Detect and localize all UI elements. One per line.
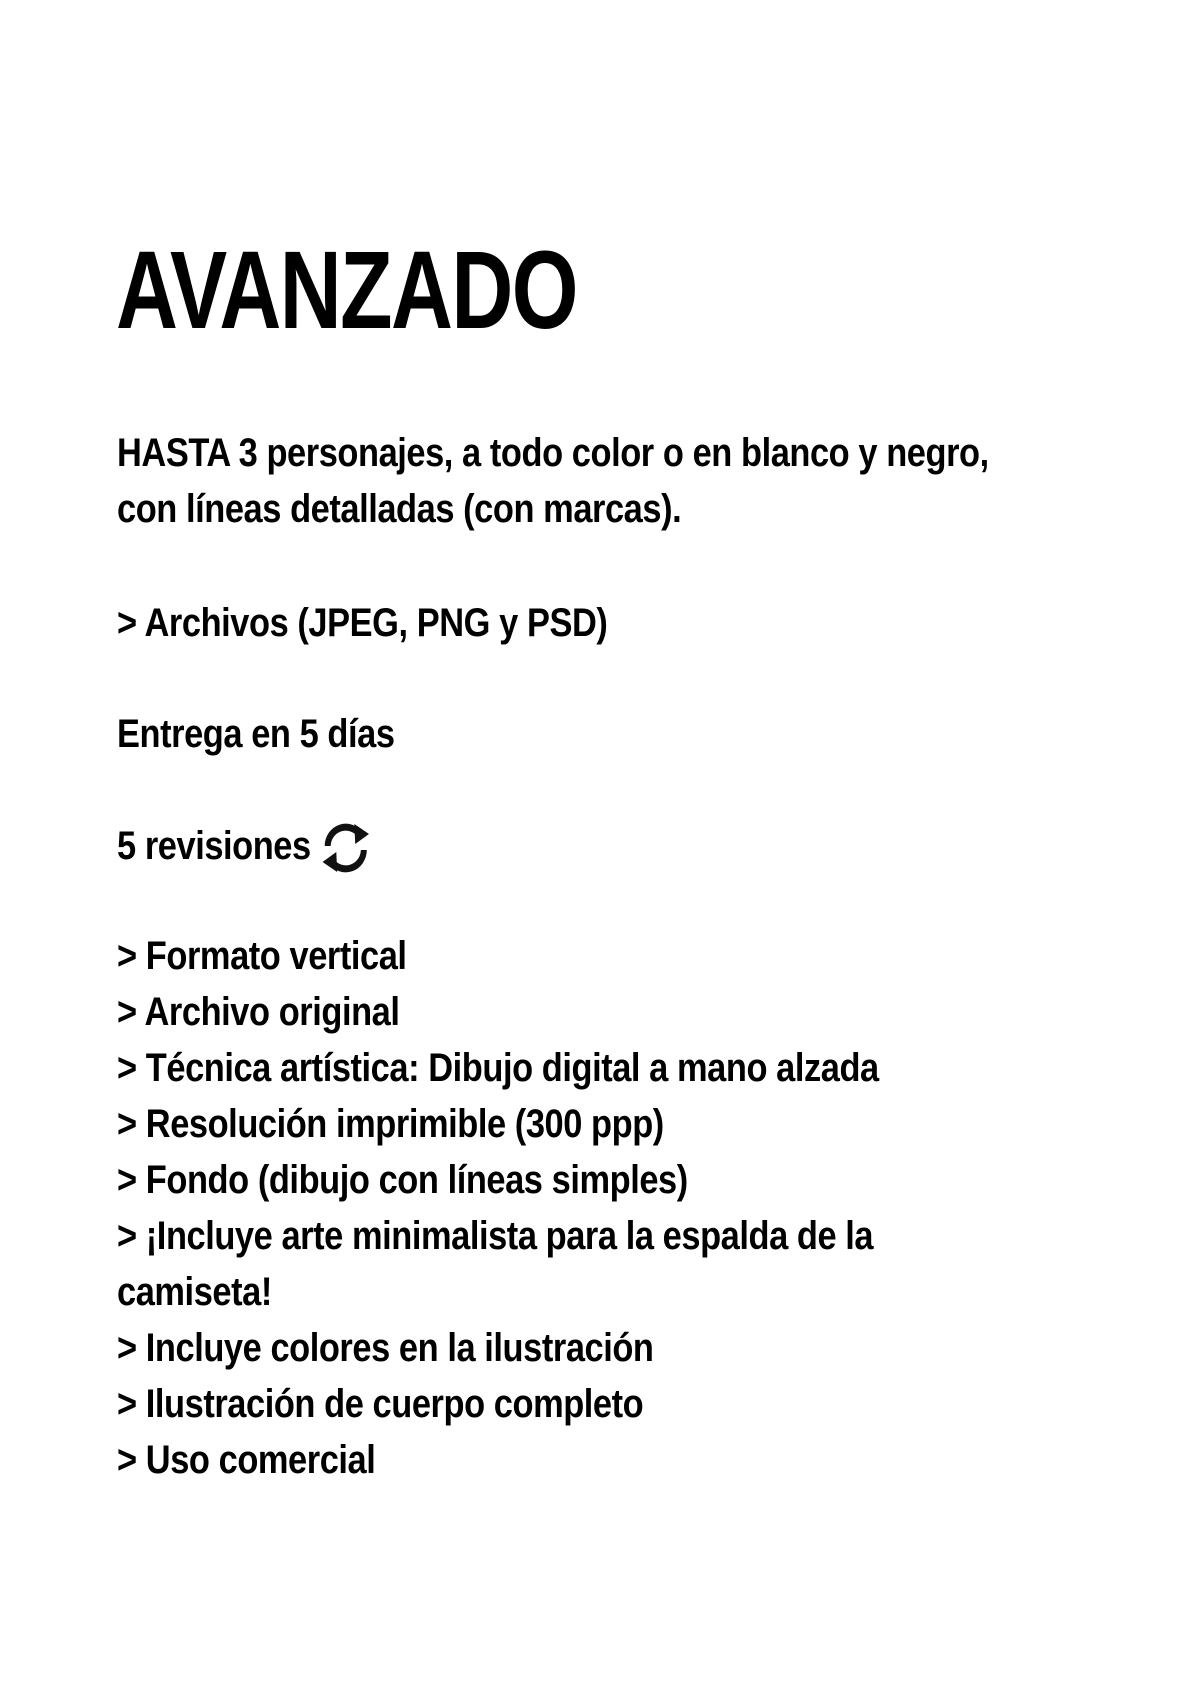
feature-item: > ¡Incluye arte minimalista para la espalda de la (117, 1214, 874, 1258)
files-line: > Archivos (JPEG, PNG y PSD) (117, 601, 608, 645)
feature-item: > Formato vertical (117, 934, 407, 978)
feature-item-continuation: camiseta! (117, 1270, 272, 1314)
revisions-label: 5 revisiones (117, 824, 311, 868)
intro-line-1: HASTA 3 personajes, a todo color o en blanco y negro, (117, 431, 989, 475)
revisions-line (117, 818, 374, 876)
delivery-line: Entrega en 5 días (117, 712, 395, 756)
intro-line-2: con líneas detalladas (con marcas). (117, 487, 682, 531)
feature-item: > Uso comercial (117, 1438, 376, 1482)
feature-item: > Archivo original (117, 990, 400, 1034)
feature-item: > Resolución imprimible (300 ppp) (117, 1102, 664, 1146)
feature-item: > Incluye colores en la ilustración (117, 1326, 654, 1370)
feature-item: > Ilustración de cuerpo completo (117, 1382, 644, 1426)
page-title: AVANZADO (116, 229, 577, 352)
feature-item: > Fondo (dibujo con líneas simples) (117, 1158, 688, 1202)
refresh-icon (318, 820, 375, 876)
feature-item: > Técnica artística: Dibujo digital a mano alzada (117, 1046, 879, 1090)
